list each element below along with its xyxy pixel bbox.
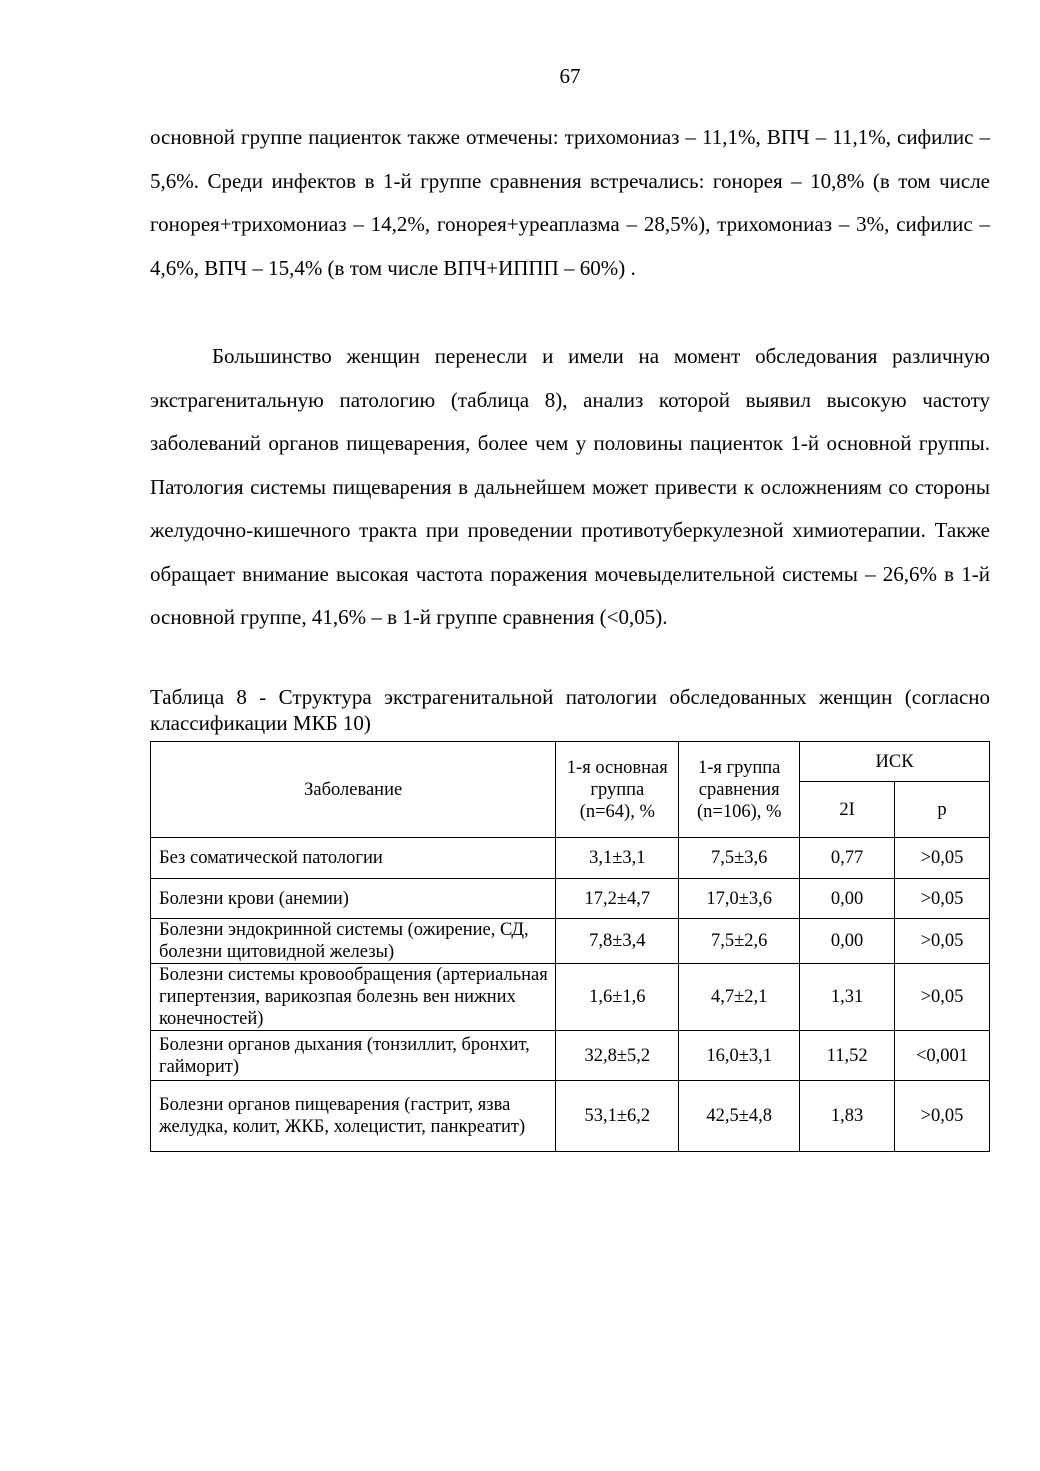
cell-group1: 7,8±3,4 (556, 919, 679, 964)
cell-group2: 16,0±3,1 (679, 1031, 800, 1081)
cell-chi: 1,83 (800, 1081, 895, 1152)
body-paragraph-1: основной группе пациенток также отмечены: трихомониаз – 11,1%, ВПЧ – 11,1%, сифилис – 5,6%. Среди инфектов в 1-й группе сравнения встречались: гонорея – 10,8% (в том числе гонорея+трихомониаз – 14,2%, гонорея+уреаплазма – 28,5%), трихомониаз – 3%, сифилис – 4,6%, ВПЧ – 15,4% (в том числе ВПЧ+ИППП – 60%) . (150, 125, 990, 280)
cell-group2: 7,5±2,6 (679, 919, 800, 964)
cell-p: >0,05 (895, 919, 990, 964)
cell-p: >0,05 (895, 964, 990, 1031)
table-row (151, 1081, 990, 1152)
cell-group1: 53,1±6,2 (556, 1081, 679, 1152)
cell-group1: 17,2±4,7 (556, 879, 679, 919)
cell-chi: 0,00 (800, 919, 895, 964)
table-row (151, 1031, 990, 1081)
cell-group2: 4,7±2,1 (679, 964, 800, 1031)
cell-chi: 11,52 (800, 1031, 895, 1081)
cell-chi: 0,00 (800, 879, 895, 919)
cell-p: >0,05 (895, 879, 990, 919)
table-caption: Таблица 8 - Структура экстрагенитальной патологии обследованных женщин (согласно классификации МКБ 10) (150, 685, 990, 735)
body-paragraph-2: Большинство женщин перенесли и имели на момент обследования различную экстрагенитальную патологию (таблица 8), анализ которой выявил высокую частоту заболеваний органов пищеварения, более чем у половины пациенток 1-й основной группы. Патология системы пищеварения в дальнейшем может привести к осложнениям со стороны желудочно-кишечного тракта при проведении противотуберкулезной химиотерапии. Также обращает внимание высокая частота поражения мочевыделительной системы – 26,6% в 1-й основной группе, 41,6% – в 1-й группе сравнения (<0,05). (150, 344, 990, 629)
table-row (151, 879, 990, 919)
cell-group1: 3,1±3,1 (556, 838, 679, 879)
cell-disease: Болезни органов пищеварения (гастрит, язва желудка, колит, ЖКБ, холецистит, панкреатит) (151, 1081, 556, 1152)
cell-p: <0,001 (895, 1031, 990, 1081)
cell-disease: Без соматической патологии (151, 838, 556, 879)
header-disease: Заболевание (151, 742, 556, 838)
cell-chi: 0,77 (800, 838, 895, 879)
cell-disease: Болезни эндокринной системы (ожирение, СД, болезни щитовидной железы) (151, 919, 556, 964)
cell-chi: 1,31 (800, 964, 895, 1031)
header-chi: 2I (800, 782, 895, 838)
cell-disease: Болезни крови (анемии) (151, 879, 556, 919)
cell-group1: 32,8±5,2 (556, 1031, 679, 1081)
pathology-table (150, 741, 990, 1152)
cell-group1: 1,6±1,6 (556, 964, 679, 1031)
table-row (151, 964, 990, 1031)
cell-group2: 42,5±4,8 (679, 1081, 800, 1152)
header-group2: 1-я группа сравнения (n=106), % (679, 742, 800, 838)
cell-p: >0,05 (895, 1081, 990, 1152)
page-number: 67 (559, 64, 581, 88)
cell-group2: 7,5±3,6 (679, 838, 800, 879)
cell-p: >0,05 (895, 838, 990, 879)
cell-disease: Болезни органов дыхания (тонзиллит, бронхит, гайморит) (151, 1031, 556, 1081)
cell-group2: 17,0±3,6 (679, 879, 800, 919)
table-row (151, 919, 990, 964)
cell-disease: Болезни системы кровообращения (артериальная гипертензия, варикозпая болезнь вен нижних конечностей) (151, 964, 556, 1031)
header-isk: ИСК (800, 742, 990, 782)
table-row (151, 838, 990, 879)
header-group1: 1-я основная группа (n=64), % (556, 742, 679, 838)
header-p: р (895, 782, 990, 838)
